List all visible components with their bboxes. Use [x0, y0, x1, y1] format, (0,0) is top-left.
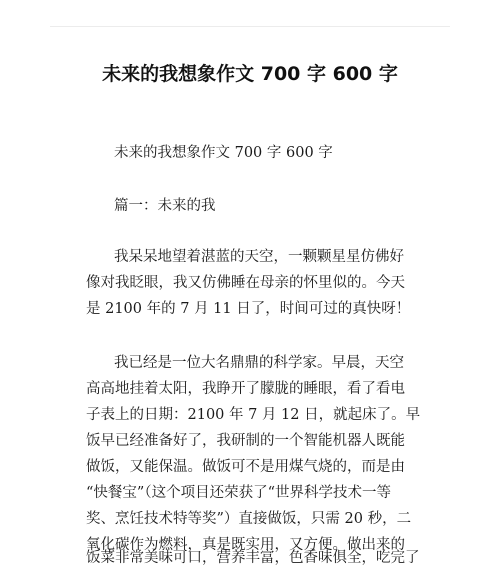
paragraph-line: 氧化碳作为燃料，真是既实用，又方便。做出来的 [86, 537, 405, 553]
paragraph-line: 我已经是一位大名鼎鼎的科学家。早晨，天空 [114, 355, 404, 371]
paragraph-line: 高高地挂着太阳，我睁开了朦胧的睡眼，看了看电 [86, 381, 405, 397]
section-heading: 篇一：未来的我 [114, 198, 216, 214]
paragraph-line: “快餐宝”（这个项目还荣获了“世界科学技术一等 [86, 485, 391, 501]
paragraph-line: 我呆呆地望着湛蓝的天空，一颗颗星星仿佛好 [114, 249, 404, 265]
document-title: 未来的我想象作文 700 字 600 字 [102, 63, 398, 85]
page-top-divider [50, 26, 450, 27]
paragraph-line: 做饭，又能保温。做饭可不是用煤气烧的，而是由 [86, 459, 405, 475]
cutoff-line-text: 饭菜非常美味可口，营养丰富，色香味俱全，吃完了 [86, 550, 420, 566]
document-subtitle: 未来的我想象作文 700 字 600 字 [114, 145, 333, 161]
paragraph-1 [86, 244, 422, 322]
paragraph-line: 饭早已经准备好了，我研制的一个智能机器人既能 [86, 433, 405, 449]
paragraph-2 [86, 350, 422, 558]
cutoff-text-line [86, 550, 422, 566]
paragraph-line: 像对我眨眼，我又仿佛睡在母亲的怀里似的。今天 [86, 275, 405, 291]
paragraph-line: 奖、烹饪技术特等奖”）直接做饭，只需 20 秒，二 [86, 511, 412, 527]
paragraph-line: 子表上的日期：2100 年 7 月 12 日，就起床了。早 [86, 407, 421, 423]
paragraph-line: 是 2100 年的 7 月 11 日了，时间可过的真快呀！ [86, 301, 411, 317]
